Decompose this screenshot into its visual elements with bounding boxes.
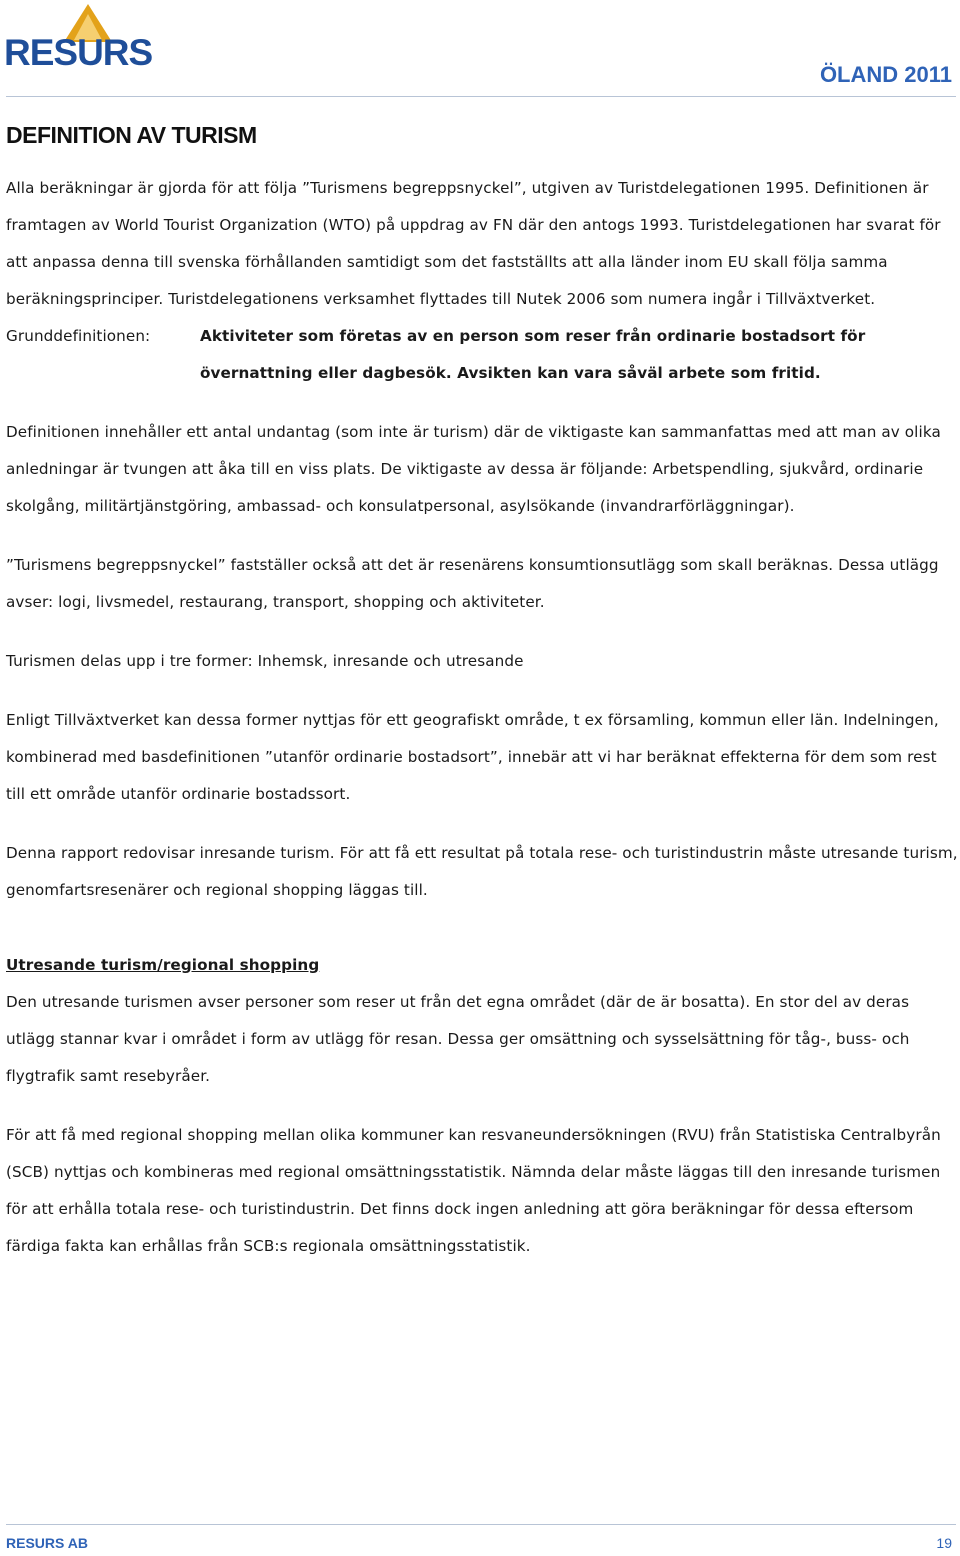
- definition-label: Grunddefinitionen:: [6, 327, 151, 345]
- footer-company: RESURS AB: [6, 1535, 88, 1551]
- paragraph-exceptions: Definitionen innehåller ett antal undantag (som inte är turism) där de viktigaste kan sammanfattas med att man av olika anledningar är tvungen att åka till en viss plats. De viktigaste av dessa är följande: Arbetspendling, sjukvård, ordinarie skolgång, militärtjänstgöring, ambassad- och konsulatpersonal, asylsökande (invandrarförläggningar).: [6, 423, 941, 515]
- resurs-logo: [4, 2, 153, 86]
- definition-text: Aktiviteter som företas av en person som reser från ordinarie bostadsort för övernattning eller dagbesök. Avsikten kan vara såväl arbete som fritid.: [200, 327, 866, 382]
- paragraph-regional-shopping: För att få med regional shopping mellan olika kommuner kan resvaneundersökningen (RVU) från Statistiska Centralbyrån (SCB) nyttjas och kombineras med regional omsättningsstatistik. Nämnda delar måste läggas till den inresande turismen för att erhålla totala rese- och turistindustrin. Det finns dock ingen anledning att göra beräkningar för dessa eftersom färdiga fakta kan erhållas från SCB:s regionala omsättningsstatistik.: [6, 1126, 941, 1255]
- body-content: [6, 170, 958, 1265]
- paragraph-report-scope: Denna rapport redovisar inresande turism. För att få ett resultat på totala rese- och turistindustrin måste utresande turism, genomfartsresenärer och regional shopping läggas till.: [6, 844, 958, 899]
- logo-text: RESURS: [4, 32, 153, 73]
- header-title: ÖLAND 2011: [819, 62, 952, 87]
- paragraph-intro: Alla beräkningar är gjorda för att följa ”Turismens begreppsnyckel”, utgiven av Turistdelegationen 1995. Definitionen är framtagen av World Tourist Organization (WTO) på uppdrag av FN där den antogs 1993. Turistdelegationen har svarat för att anpassa denna till svenska förhållanden samtidigt som det fastställts att alla länder inom EU skall följa samma beräkningsprinciper. Turistdelegationens verksamhet flyttades till Nutek 2006 som numera ingår i Tillväxtverket.: [6, 179, 941, 308]
- section-subheading: Utresande turism/regional shopping: [6, 956, 320, 974]
- paragraph-area: Enligt Tillväxtverket kan dessa former nyttjas för ett geografiskt område, t ex församling, kommun eller län. Indelningen, kombinerad med basdefinitionen ”utanför ordinarie bostadsort”, innebär att vi har beräknat effekterna för dem som rest till ett område utanför ordinarie bostadssort.: [6, 711, 939, 803]
- header-divider: [6, 96, 956, 97]
- page-number: 19: [936, 1535, 952, 1551]
- paragraph-outbound: Den utresande turismen avser personer som reser ut från det egna området (där de är bosatta). En stor del av deras utlägg stannar kvar i området i form av utlägg för resan. Dessa ger omsättning och sysselsättning för tåg-, buss- och flygtrafik samt resebyråer.: [6, 993, 910, 1085]
- paragraph-expenditure: ”Turismens begreppsnyckel” fastställer också att det är resenärens konsumtionsutlägg som skall beräknas. Dessa utlägg avser: logi, livsmedel, restaurang, transport, shopping och aktiviteter.: [6, 556, 939, 611]
- paragraph-forms: Turismen delas upp i tre former: Inhemsk, inresande och utresande: [6, 652, 524, 670]
- page-heading: DEFINITION AV TURISM: [6, 122, 257, 148]
- core-definition: [6, 318, 958, 392]
- footer-divider: [6, 1524, 956, 1525]
